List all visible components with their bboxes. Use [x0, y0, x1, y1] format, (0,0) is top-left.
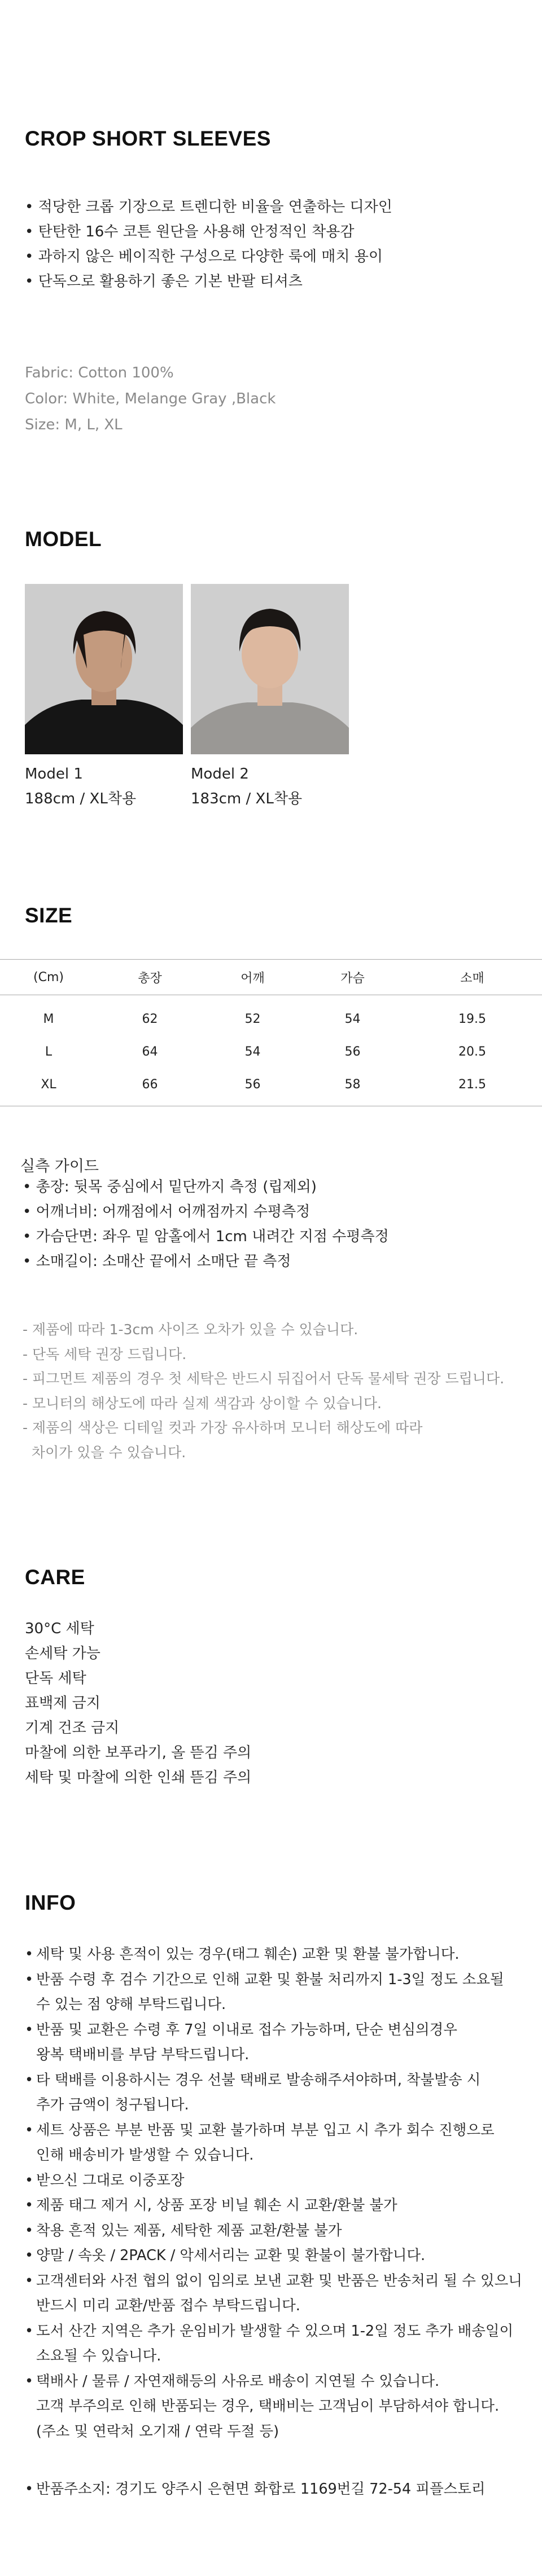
- table-cell: 56: [344, 1044, 361, 1059]
- spec-size: Size: M, L, XL: [25, 416, 123, 433]
- note-item: - 모니터의 해상도에 따라 실제 색감과 상이할 수 있습니다.: [23, 1395, 382, 1412]
- table-cell: 52: [244, 1012, 261, 1026]
- care-item: 마찰에 의한 보푸라기, 올 뜯김 주의: [25, 1744, 252, 1761]
- info-line: • 택배사 / 물류 / 자연재해등의 사유로 배송이 지연될 수 있습니다.: [36, 2372, 440, 2390]
- info-line: 고객 부주의로 인해 반품되는 경우, 택배비는 고객님이 부담하셔야 합니다.: [36, 2398, 500, 2415]
- size-section-title: SIZE: [25, 904, 73, 927]
- table-cell: XL: [0, 1068, 97, 1106]
- care-item: 단독 세탁: [25, 1670, 86, 1687]
- table-cell: 20.5: [458, 1044, 486, 1059]
- table-cell: L: [45, 1044, 53, 1059]
- size-header-length: 총장: [97, 960, 203, 995]
- model-1-photo: [25, 584, 183, 754]
- note-item: - 제품의 색상은 디테일 컷과 가장 유사하며 모니터 해상도에 따라: [23, 1419, 423, 1436]
- spec-fabric: Fabric: Cotton 100%: [25, 364, 174, 381]
- info-section-title: INFO: [25, 1891, 76, 1914]
- table-cell: 62: [142, 1012, 158, 1026]
- info-item: [25, 2118, 533, 2168]
- info-item: [25, 2243, 533, 2269]
- table-cell: 21.5: [403, 1068, 542, 1106]
- model-section-title: MODEL: [25, 527, 102, 551]
- info-item: [25, 2017, 533, 2068]
- care-section-title: CARE: [25, 1566, 85, 1589]
- info-item: [25, 2269, 533, 2319]
- product-title: CROP SHORT SLEEVES: [25, 127, 271, 150]
- feature-item: • 탄탄한 16수 코튼 원단을 사용해 안정적인 착용감: [25, 223, 355, 240]
- size-guide-list: [23, 1175, 389, 1274]
- care-item: 표백제 금지: [25, 1695, 100, 1712]
- size-header-shoulder: 어깨: [203, 960, 303, 995]
- table-cell: 54: [244, 1044, 261, 1059]
- size-table-header: [0, 960, 542, 995]
- info-item: [25, 2218, 533, 2244]
- info-line: 인해 배송비가 발생할 수 있습니다.: [36, 2147, 254, 2164]
- info-list: [25, 1942, 533, 2444]
- note-item: 차이가 있을 수 있습니다.: [23, 1444, 186, 1461]
- info-line: • 고객센터와 사전 협의 없이 임의로 보낸 교환 및 반품은 반송처리 될 수 있으니: [36, 2272, 522, 2289]
- info-item: [25, 2369, 533, 2445]
- table-cell: 54: [344, 1012, 361, 1026]
- info-line: 추가 금액이 청구됩니다.: [36, 2096, 189, 2113]
- size-table: [0, 959, 542, 1106]
- spec-list: [25, 360, 276, 438]
- care-list: [25, 1616, 251, 1790]
- info-line: (주소 및 연락처 오기재 / 연락 두절 등): [36, 2423, 279, 2440]
- info-line: 왕복 택배비를 부담 부탁드립니다.: [36, 2046, 250, 2063]
- info-item: [25, 2068, 533, 2118]
- size-guide-title: 실측 가이드: [20, 1158, 99, 1175]
- care-item: 30°C 세탁: [25, 1620, 94, 1637]
- model-2-photo: [191, 584, 349, 754]
- info-item: [25, 2168, 533, 2193]
- note-item: - 제품에 따라 1-3cm 사이즈 오차가 있을 수 있습니다.: [23, 1321, 359, 1338]
- table-row: [0, 995, 542, 1036]
- care-item: 손세탁 가능: [25, 1645, 100, 1662]
- feature-item: • 과하지 않은 베이직한 구성으로 다양한 룩에 매치 용이: [25, 248, 383, 265]
- table-cell: 64: [142, 1044, 158, 1059]
- return-address-block: [25, 2477, 533, 2502]
- care-item: 기계 건조 금지: [25, 1720, 120, 1737]
- info-line: • 제품 태그 제거 시, 상품 포장 비닐 훼손 시 교환/환불 불가: [36, 2197, 397, 2214]
- model-2-info: 183cm / XL착용: [191, 790, 303, 807]
- table-row: [0, 1035, 542, 1068]
- guide-item: • 어깨너비: 어깨점에서 어깨점까지 수평측정: [23, 1203, 311, 1220]
- return-address-text: • 반품주소지: 경기도 양주시 은현면 화합로 1169번길 72-54 피플스토리: [36, 2481, 486, 2498]
- info-line: • 착용 흔적 있는 제품, 세탁한 제품 교환/환불 불가: [36, 2222, 342, 2239]
- table-cell: M: [43, 1012, 54, 1026]
- info-item: [25, 2319, 533, 2369]
- info-line: • 양말 / 속옷 / 2PACK / 악세서리는 교환 및 환불이 불가합니다.: [36, 2247, 426, 2264]
- info-line: • 타 택배를 이용하시는 경우 선불 택배로 발송해주셔야하며, 착불발송 시: [36, 2071, 481, 2089]
- info-line: • 받으신 그대로 이중포장: [36, 2171, 185, 2189]
- table-row: [0, 1068, 542, 1106]
- info-line: • 반품 수령 후 검수 기간으로 인해 교환 및 환불 처리까지 1-3일 정도 소요될: [36, 1971, 504, 1988]
- guide-item: • 가슴단면: 좌우 밑 암홀에서 1cm 내려간 지점 수평측정: [23, 1228, 389, 1245]
- info-item: [25, 1942, 533, 1967]
- feature-item: • 적당한 크롭 기장으로 트렌디한 비율을 연출하는 디자인: [25, 199, 392, 216]
- table-cell: 56: [203, 1068, 303, 1106]
- info-line: 반드시 미리 교환/반품 접수 부탁드립니다.: [36, 2297, 300, 2314]
- size-header-unit: (Cm): [0, 960, 97, 995]
- info-line: 수 있는 점 양해 부탁드립니다.: [36, 1996, 226, 2013]
- info-item: [25, 1967, 533, 2017]
- size-notes: [23, 1317, 504, 1465]
- table-cell: 19.5: [458, 1012, 486, 1026]
- spec-color: Color: White, Melange Gray ,Black: [25, 390, 276, 407]
- care-item: 세탁 및 마찰에 의한 인쇄 뜯김 주의: [25, 1769, 252, 1786]
- info-line: 소요될 수 있습니다.: [36, 2348, 161, 2364]
- info-item: [25, 2193, 533, 2218]
- model-2-name: Model 2: [191, 766, 249, 783]
- guide-item: • 소매길이: 소매산 끝에서 소매단 끝 측정: [23, 1253, 291, 1270]
- guide-item: • 총장: 뒷목 중심에서 밑단까지 측정 (립제외): [23, 1179, 317, 1195]
- model-1-caption: [25, 762, 136, 811]
- table-cell: 66: [97, 1068, 203, 1106]
- return-address: [25, 2477, 533, 2502]
- feature-list: [25, 195, 392, 294]
- model-2-caption: [191, 762, 302, 811]
- note-item: - 피그먼트 제품의 경우 첫 세탁은 반드시 뒤집어서 단독 물세탁 권장 드립니다.: [23, 1370, 505, 1387]
- info-line: • 세탁 및 사용 흔적이 있는 경우(태그 훼손) 교환 및 환불 불가합니다.: [36, 1946, 460, 1963]
- size-header-sleeve: 소매: [403, 960, 542, 995]
- info-line: • 반품 및 교환은 수령 후 7일 이내로 접수 가능하며, 단순 변심의경우: [36, 2021, 457, 2038]
- model-1-info: 188cm / XL착용: [25, 790, 137, 807]
- model-1-name: Model 1: [25, 766, 83, 783]
- feature-item: • 단독으로 활용하기 좋은 기본 반팔 티셔츠: [25, 273, 303, 290]
- size-header-chest: 가슴: [303, 960, 403, 995]
- info-line: • 도서 산간 지역은 추가 운임비가 발생할 수 있으며 1-2일 정도 추가 배송일이: [36, 2322, 514, 2340]
- note-item: - 단독 세탁 권장 드립니다.: [23, 1346, 187, 1362]
- table-cell: 58: [303, 1068, 403, 1106]
- info-line: • 세트 상품은 부분 반품 및 교환 불가하며 부분 입고 시 추가 회수 진행으로: [36, 2121, 495, 2139]
